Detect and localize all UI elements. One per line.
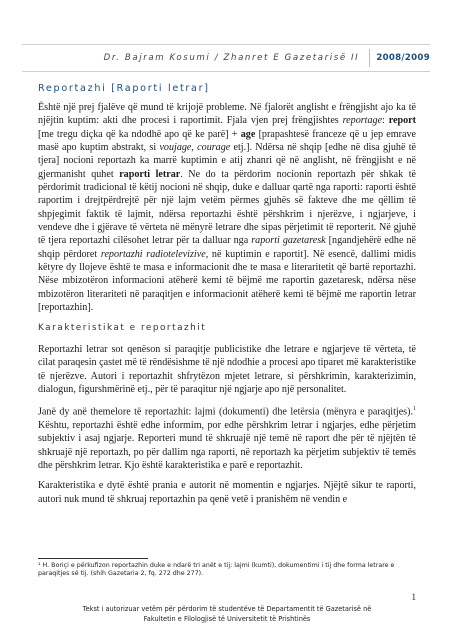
section-title: Reportazhi [Raporti letrar] — [38, 83, 210, 94]
text-run: [me tregu diçka që ka ndodhë apo që ke parë] + — [38, 128, 241, 140]
text-run: [ngandjehërë edhe në shqip përdoret — [38, 235, 416, 260]
text-run: etj.]. Ndërsa në shqip [edhe në disa gjuhë të tjera] nocioni reportazh ka marrë kuptimin e atij zhanri që në anglisht, në frëngjisht e në gjermanisht quhet — [38, 142, 416, 180]
academic-year: 2008/2009 — [376, 53, 430, 63]
text-run: : — [382, 115, 389, 127]
paragraph-author-presence: Karakteristika e dytë është prania e autorit në momentin e ngjarjes. Njëjtë sikur te raporti, autori nuk mund të shkruaj reportazhin pa qenë vetë i pranishëm në vendin e — [38, 480, 416, 505]
text-run: [prapashtesë franceze që u jep emrave masë apo kuptim abstrakt, si — [38, 128, 416, 154]
header-divider — [369, 49, 370, 67]
italic-term: raporti gazetaresk — [251, 235, 326, 247]
bold-term: age — [240, 128, 256, 140]
paragraph-two-sides — [38, 403, 416, 472]
bold-term: raporti letrar — [119, 168, 181, 180]
document-body — [38, 101, 416, 513]
page-footer — [38, 604, 416, 624]
footnote-ref[interactable]: 1 — [413, 406, 416, 413]
text-run: Kështu, reportazhi është edhe informim, por edhe përshkrim letrar i ngjarjes, edhe përjetim subjektiv i asaj ngjarje. Reporteri mund të shkruajë një temë në raport dhe për të njëjtën të shkruajë një reportazh, po për dallim nga raporti, në reportazh ka përjetim subjektiv të temës dhe përshkrim letrar. Kjo është karakteristika e parë e reportazhit. — [38, 419, 416, 471]
footer-line-1: Tekst i autorizuar vetëm për përdorim të studentëve të Departamentit të Gazetarisë në — [82, 605, 372, 613]
paragraph-intro — [38, 101, 416, 315]
bold-term: report — [388, 115, 416, 127]
footer-line-2: Fakultetin e Filologjisë të Universitetit të Prishtinës — [143, 615, 311, 623]
page-number: 1 — [411, 592, 416, 602]
footnote: ¹ H. Boriçi e përkufizon reportazhin duke e ndarë tri anët e tij: lajmi (kumti), dokumentimi i tij dhe forma letrare e paraqitjes së tij. (shih Gazetaria 2, fq. 272 dhe 277). — [38, 562, 395, 578]
footnote-divider — [38, 558, 148, 559]
text-run: Janë dy anë themelore të reportazhit: lajmi (dokumenti) dhe letërsia (mënyra e paraqitjes). — [38, 406, 413, 418]
italic-term: reportazhi radiotelevizive — [100, 248, 206, 260]
course-title: Dr. Bajram Kosumi / Zhanret E Gazetarisë II — [103, 53, 360, 63]
italic-term: reportage — [342, 115, 383, 127]
text-run: Është një prej fjalëve që mund të krijojë probleme. Në fjalorët anglisht e frëngjisht ajo ka të njëjtin kuptim: akti dhe procesi i raportimit. Fjala vjen prej frëngjishtes — [38, 102, 416, 127]
text-run: , në kuptimin e raportit]. Në esencë, dallimi midis këtyre dy llojeve është te masa e informacionit dhe te masa e literaritetit që bartë reportazhi. Nëse mbizotëron informacioni atëherë kemi të bëjmë me raportin gazetaresk, ndërsa nëse mbizotëron literariteti në paraqitjen e informacionit atëherë kemi të bëjmë me raportin letrar [reportazhin]. — [38, 248, 416, 314]
italic-term: voujage, courage — [159, 142, 231, 154]
subheading: Karakteristikat e reportazhit — [38, 322, 207, 333]
text-run: . Ne do ta përdorim nocionin reportazh për shkak të përdorimit tradicional të këtij nocioni në shqip, duke e dalluar qartë nga raporti: raporti është raportim i drejtpërdrejtë për një lajm vetëm përmes gjuhës së fakteve dhe me qëllim të shpjegimit faktik të lajmit, ndërsa reportazhi është përshkrim i njerëzve, i ngjarjeve, i vendeve dhe i gjërave të vërteta në mënyrë letrare dhe sipas përjetimit të reporterit. Në gjuhë të tjera reportazhi cilësohet letrar për ta dalluar nga — [38, 168, 416, 247]
page-header — [22, 44, 430, 72]
paragraph-characteristics: Reportazhi letrar sot qenëson si paraqitje publicistike dhe letrare e ngjarjeve të vërteta, të cilat paraqesin çastet më të rëndësishme të një ndodhie a procesi apo tiparet më karakteristike të njerëzve. Autori i reportazhit shfrytëzon mjetet letrare, si përshkrimin, karakterizimin, dialogun, figurshmërinë etj., për të paraqitur një ngjarje apo një personalitet. — [38, 343, 416, 395]
